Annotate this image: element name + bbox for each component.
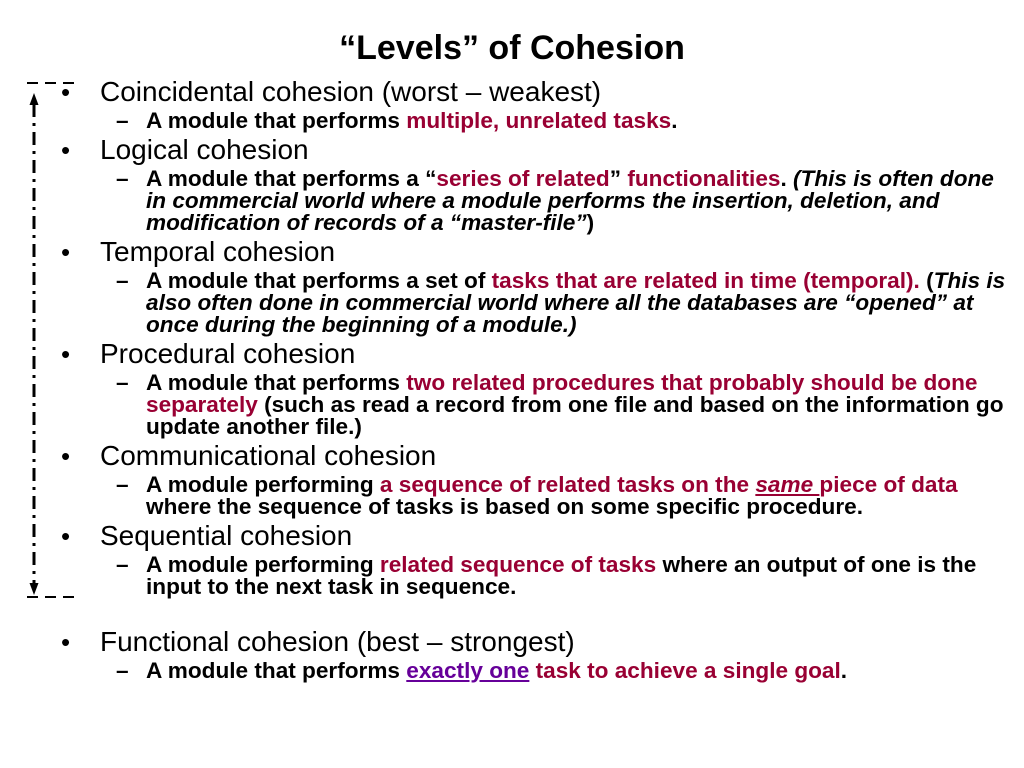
detail-line	[146, 394, 1024, 416]
item-heading-row	[0, 438, 1024, 474]
highlighted-text: functionalities	[627, 166, 781, 191]
highlighted-text: separately	[146, 392, 258, 417]
detail-line	[146, 270, 1024, 292]
list-item-communicational	[0, 438, 1024, 518]
item-detail	[0, 110, 1024, 132]
detail-line	[146, 576, 1024, 598]
detail-line	[146, 554, 1024, 576]
slide-title: “Levels” of Cohesion	[339, 29, 685, 67]
detail-line	[146, 660, 1024, 682]
detail-text: A module that performs a set of	[146, 268, 492, 293]
highlighted-text: tasks that are related in time (temporal).	[491, 268, 920, 293]
list-item-functional	[0, 624, 1024, 682]
item-heading-row	[0, 74, 1024, 110]
list-item-procedural	[0, 336, 1024, 438]
highlighted-text: series of related	[436, 166, 610, 191]
detail-text: A module that performs	[146, 108, 407, 133]
italic-note: modification of records of a “master-file”	[146, 210, 587, 235]
dash-bullet-icon: –	[116, 658, 129, 683]
detail-line	[146, 190, 1024, 212]
detail-text: A module that performs a “	[146, 166, 437, 191]
item-detail	[0, 554, 1024, 598]
item-heading-row	[0, 132, 1024, 168]
item-heading: Logical cohesion	[100, 134, 309, 165]
exactly-one-link-text: exactly one	[406, 658, 530, 683]
italic-note: in commercial world where a module performs the insertion, deletion, and	[146, 188, 940, 213]
item-heading: Communicational cohesion	[100, 440, 437, 471]
detail-text: .	[671, 108, 678, 133]
detail-line	[146, 314, 1024, 336]
item-heading-row	[0, 336, 1024, 372]
detail-line	[146, 212, 1024, 234]
item-heading: Procedural cohesion	[100, 338, 356, 369]
detail-text: (	[919, 268, 934, 293]
item-heading: Functional cohesion (best – strongest)	[100, 626, 575, 657]
dash-bullet-icon: –	[116, 268, 129, 293]
cohesion-levels-list	[0, 74, 1024, 682]
dash-bullet-icon: –	[116, 552, 129, 577]
highlighted-text: two related procedures that probably should be done	[406, 370, 978, 395]
item-detail	[0, 474, 1024, 518]
item-detail	[0, 660, 1024, 682]
italic-note: This is	[933, 268, 1006, 293]
highlighted-text: task to achieve a single goal	[529, 658, 841, 683]
detail-line	[146, 416, 1024, 438]
list-item-sequential	[0, 518, 1024, 598]
detail-text: (such as read a record from one file and based on the information go	[257, 392, 1004, 417]
bullet-icon: •	[61, 627, 71, 657]
list-item-logical	[0, 132, 1024, 234]
emphasized-same-text: same	[755, 472, 820, 497]
highlighted-text: related sequence of tasks	[379, 552, 657, 577]
detail-text: where the sequence of tasks is based on some specific procedure.	[146, 494, 863, 519]
detail-text: .	[840, 658, 848, 683]
item-heading-row	[0, 624, 1024, 660]
detail-text: update another file.)	[146, 414, 362, 439]
bullet-icon: •	[61, 237, 71, 267]
bullet-icon: •	[61, 339, 71, 369]
item-heading: Coincidental cohesion (worst – weakest)	[100, 76, 602, 107]
bullet-icon: •	[61, 441, 71, 471]
detail-line	[146, 496, 1024, 518]
bullet-icon: •	[61, 135, 71, 165]
italic-note: (This is often done	[793, 166, 994, 191]
detail-text: input to the next task in sequence.	[146, 574, 517, 599]
detail-line	[146, 292, 1024, 314]
detail-text: .	[780, 166, 794, 191]
detail-text: )	[586, 210, 595, 235]
detail-line	[146, 372, 1024, 394]
highlighted-text: a sequence of related tasks on the	[379, 472, 756, 497]
list-item-temporal	[0, 234, 1024, 336]
italic-note: also often done in commercial world where all the databases are “opened” at	[146, 290, 974, 315]
detail-line	[146, 474, 1024, 496]
highlighted-text: multiple, unrelated tasks	[406, 108, 672, 133]
item-detail	[0, 270, 1024, 336]
item-heading-row	[0, 234, 1024, 270]
list-item-coincidental	[0, 74, 1024, 132]
dash-bullet-icon: –	[116, 370, 129, 395]
detail-text: A module performing	[146, 552, 380, 577]
item-heading-row	[0, 518, 1024, 554]
item-detail	[0, 168, 1024, 234]
detail-line	[146, 168, 1024, 190]
dash-bullet-icon: –	[116, 108, 129, 133]
detail-text: A module that performs	[146, 370, 407, 395]
dash-bullet-icon: –	[116, 472, 129, 497]
item-detail	[0, 372, 1024, 438]
item-heading: Sequential cohesion	[100, 520, 353, 551]
bullet-icon: •	[61, 521, 71, 551]
dash-bullet-icon: –	[116, 166, 129, 191]
italic-note: once during the beginning of a module.)	[146, 312, 577, 337]
bullet-icon: •	[61, 77, 71, 107]
detail-text: A module that performs	[146, 658, 407, 683]
highlighted-text: piece of data	[819, 472, 958, 497]
item-heading: Temporal cohesion	[100, 236, 336, 267]
detail-text: ”	[609, 166, 628, 191]
detail-line	[146, 110, 1024, 132]
detail-text: A module performing	[146, 472, 380, 497]
detail-text: where an output of one is the	[656, 552, 977, 577]
